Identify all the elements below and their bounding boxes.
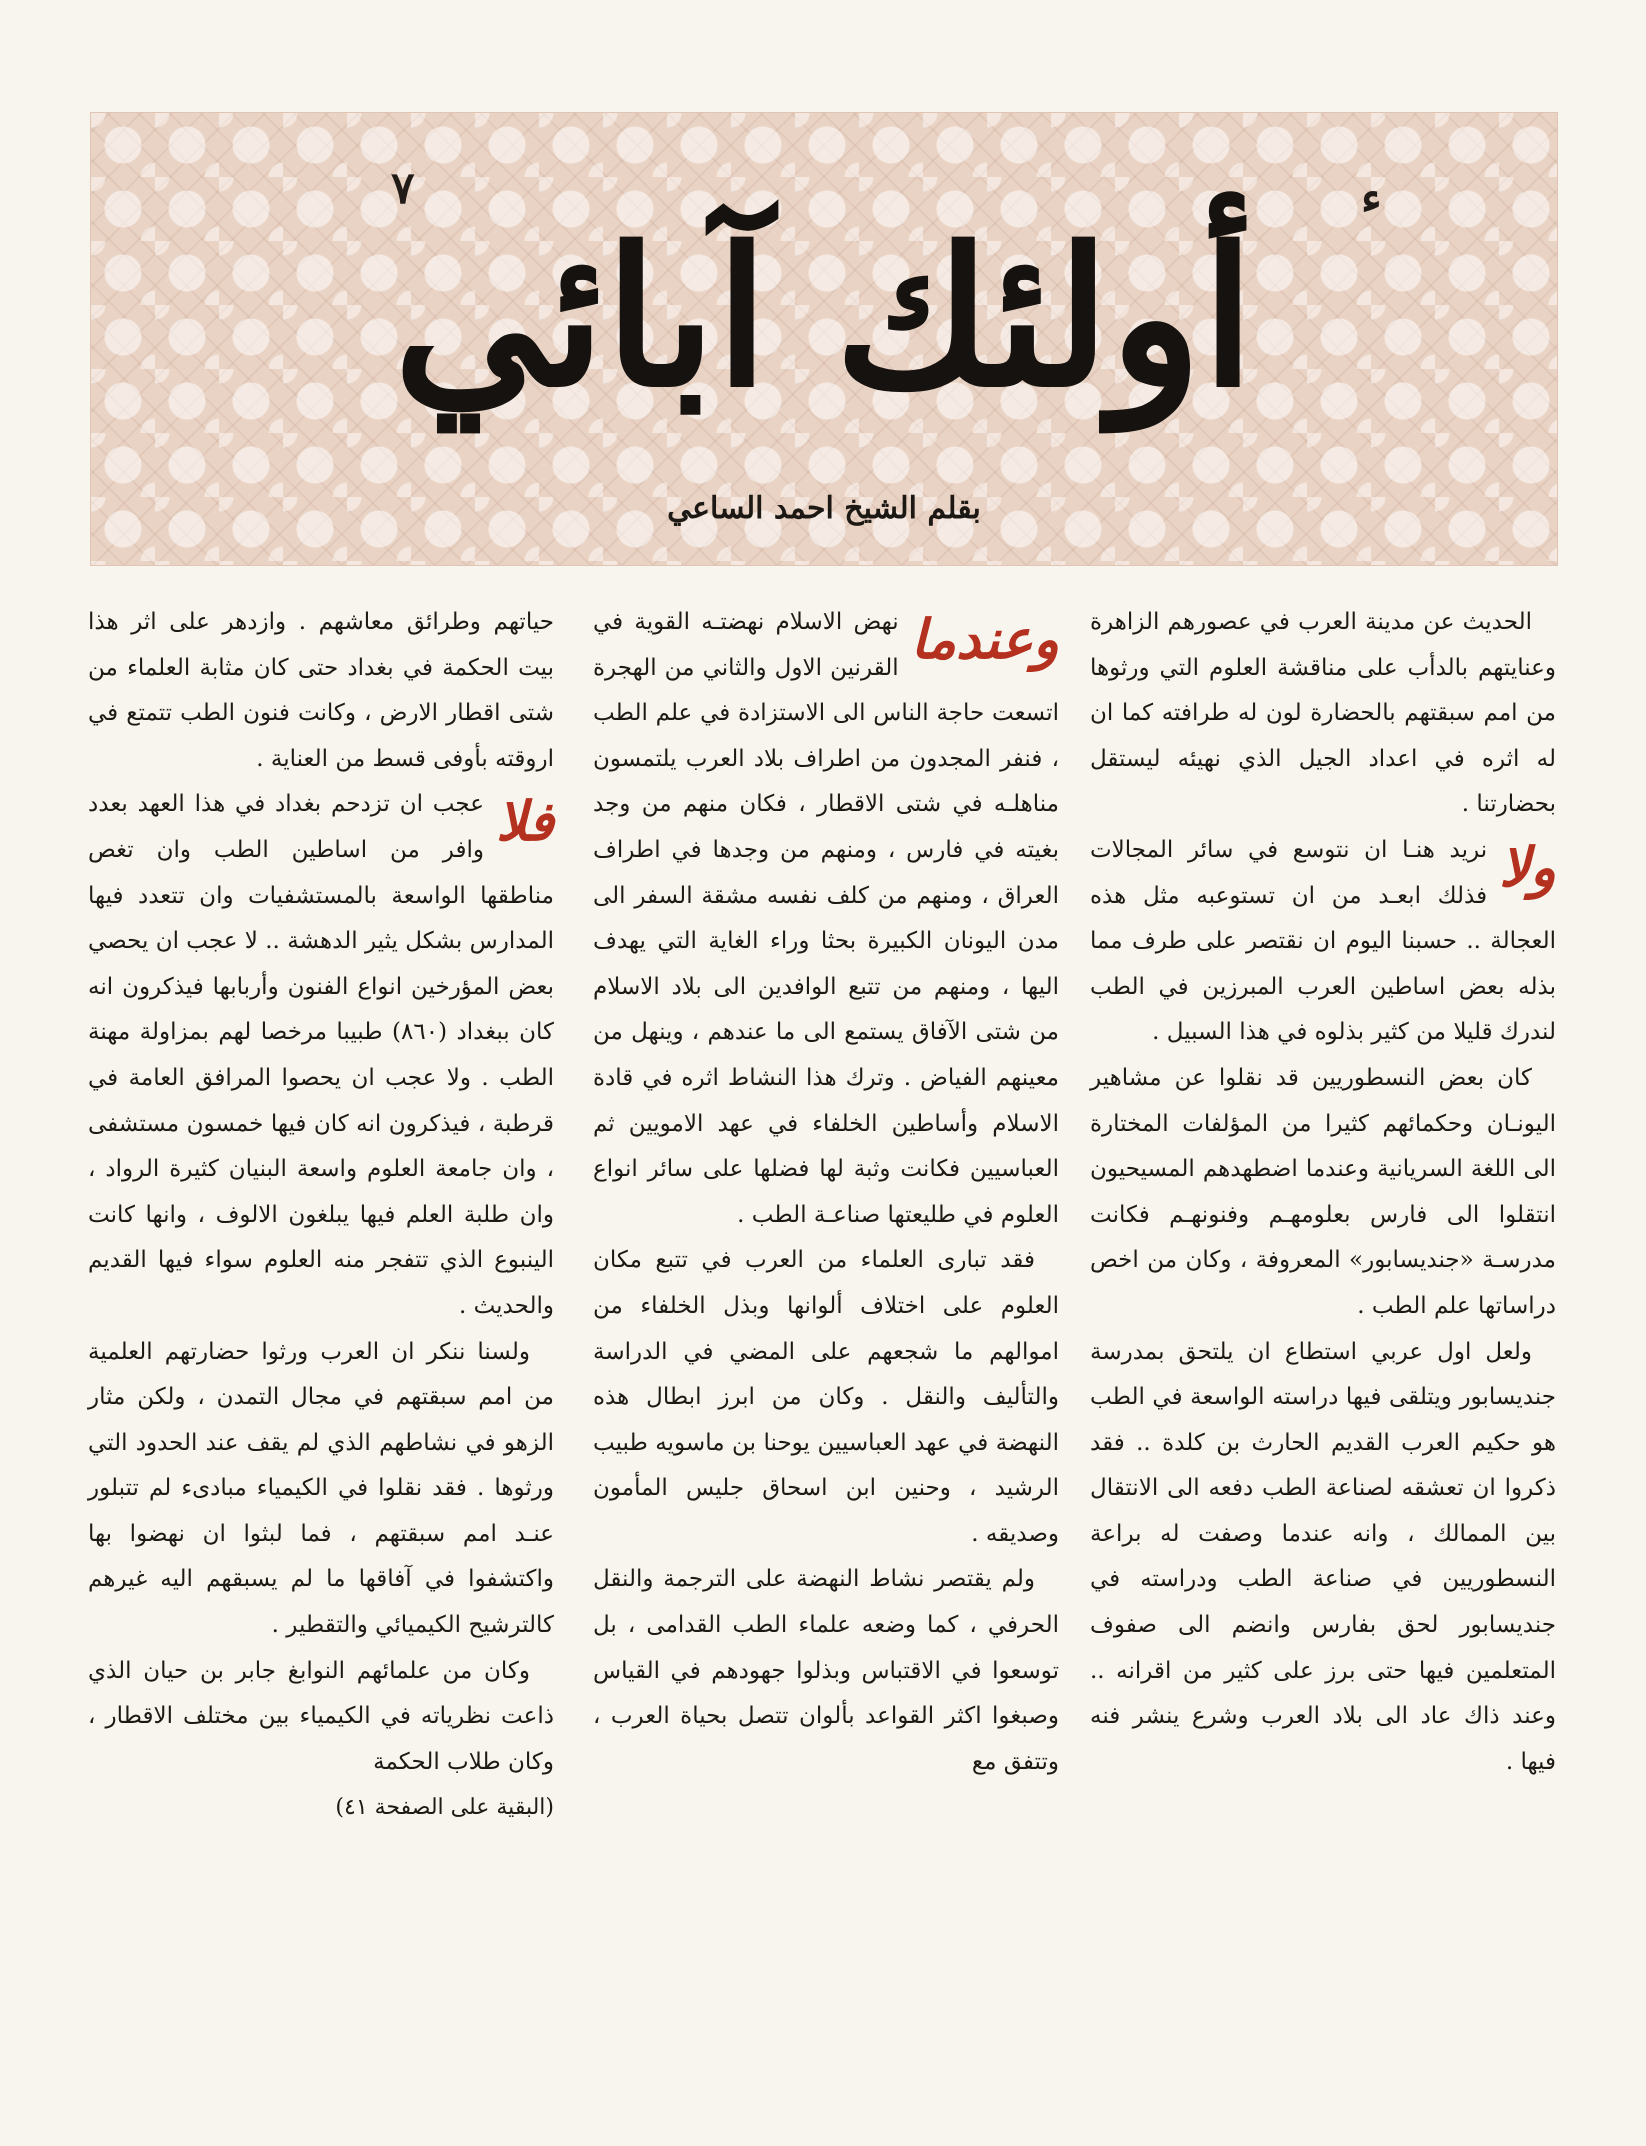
- article-paragraph: الحديث عن مدينة العرب في عصورهم الزاهرة وعنايتهم بالدأب على مناقشة العلوم التي ورثوها من امم سبقتهم بالحضارة لون له طرافته كما ان له اثره في اعداد الجيل الذي نهيئه ليستقل بحضارتنا .: [1090, 609, 1556, 818]
- article-paragraph: ولم يقتصر نشاط النهضة على الترجمة والنقل الحرفي ، كما وضعه علماء الطب القدامى ، بل توسعوا في الاقتباس وبذلوا جهودهم في القياس وصبغوا اكثر القواعد بألوان تتصل بحياة العرب ، وتتفق مع: [593, 1566, 1059, 1775]
- author-byline: بقلم الشيخ احمد الساعي: [667, 491, 981, 526]
- article-column-left: [88, 600, 554, 1831]
- paragraph-text: عجب ان تزدحم بغداد في هذا العهد بعدد وافر من اساطين الطب وان تغص مناطقها الواسعة بالمستشفيات وان تتعدد فيها المدارس بشكل يثير الدهشة .. لا عجب ان يحصي بعض المؤرخين انواع الفنون وأربابها فيذكرون انه كان ببغداد (٨٦٠) طبيبا مرخصا لهم بمزاولة مهنة الطب . ولا عجب ان يحصوا المرافق العامة في قرطبة ، فيذكرون انه كان فيها خمسون مستشفى ، وان جامعة العلوم واسعة البنيان كثيرة الرواد ، وان طلبة العلم فيها يبلغون الالوف ، وانها كانت الينبوع الذي تتفجر منه العلوم سواء فيها القديم والحديث .: [88, 791, 554, 1319]
- page-title: أولئك آبائي: [393, 206, 1255, 429]
- paragraph-text: نهض الاسلام نهضتـه القوية في القرنين الاول والثاني من الهجرة اتسعت حاجة الناس الى الاستزادة في علم الطب ، فنفر المجدون من اطراف بلاد العرب يلتمسون مناهلـه في شتى الاقطار ، فكان منهم من وجد بغيته في فارس ، ومنهم من وجدها في اطراف العراق ، ومنهم من كلف نفسه مشقة السفر الى مدن اليونان الكبيرة بحثا وراء الغاية التي يهدف اليها ، ومنهم من تتبع الوافدين الى بلاد الاسلام من شتى الآفاق يستمع الى ما عندهم ، وينهل من معينهم الفياض . وترك هذا النشاط اثره في قادة الاسلام وأساطين الخلفاء في عهد الامويين ثم العباسيين فكانت وثبة لها فضلها على سائر انواع العلوم في طليعتها صناعـة الطب .: [593, 609, 1059, 1228]
- article-column-middle: [593, 600, 1059, 1785]
- drop-word: وعندما: [910, 607, 1059, 671]
- drop-word: ولا: [1499, 834, 1556, 899]
- paragraph-text: نريد هنـا ان نتوسع في سائر المجالات فذلك ابعـد من ان تستوعبه مثل هذه العجالة .. حسبنا اليوم ان نقتصر على طرف مما بذله بعض اساطين العرب المبرزين في الطب لندرك قليلا من كثير بذلوه في هذا السبيل .: [1090, 836, 1556, 1046]
- article-paragraph: وكان من علمائهم النوابغ جابر بن حيان الذي ذاعت نظرياته في الكيمياء بين مختلف الاقطار ، وكان طلاب الحكمة: [88, 1657, 554, 1775]
- article-paragraph: حياتهم وطرائق معاشهم . وازدهر على اثر هذا بيت الحكمة في بغداد حتى كان مثابة العلماء من شتى اقطار الارض ، وكانت فنون الطب تتمتع في اروقته بأوفى قسط من العناية .: [88, 609, 554, 772]
- continued-note: (البقية على الصفحة ٤١): [335, 1795, 554, 1821]
- article-paragraph: [88, 782, 554, 1329]
- article-column-right: [1090, 600, 1556, 1785]
- article-paragraph: ولسنا ننكر ان العرب ورثوا حضارتهم العلمية من امم سبقتهم في مجال التمدن ، ولكن مثار الزهو في نشاطهم الذي لم يقف عند الحدود التي ورثوها . فقد نقلوا في الكيمياء مبادىء لم تتبلور عنـد امم سبقتهم ، فما لبثوا ان نهضوا بها واكتشفوا في آفاقها ما لم يسبقهم اليه غيرهم كالترشيح الكيميائي والتقطير .: [88, 1338, 554, 1639]
- article-paragraph: [593, 600, 1059, 1238]
- calligraphy-ornament-icon: ء: [1361, 173, 1382, 224]
- calligraphy-ornament-icon: ٧: [391, 163, 415, 214]
- drop-word: فلا: [495, 789, 554, 854]
- article-paragraph: فقد تبارى العلماء من العرب في تتبع مكان العلوم على اختلاف ألوانها وبذل الخلفاء من اموالهم ما شجعهم على المضي في الدراسة والتأليف والنقل . وكان من ابرز ابطال هذه النهضة في عهد العباسيين يوحنا بن ماسويه طبيب الرشيد ، وحنين ابن اسحاق جليس المأمون وصديقه .: [593, 1247, 1059, 1547]
- article-paragraph: كان بعض النسطوريين قد نقلوا عن مشاهير اليونـان وحكمائهم كثيرا من المؤلفات المختارة الى اللغة السريانية وعندما اضطهدهم المسيحيون انتقلوا الى فارس بعلومهـم وفنونهـم فكانت مدرسـة «جنديسابور» المعروفة ، وكان من اخص دراساتها علم الطب .: [1090, 1064, 1556, 1319]
- article-paragraph: ولعل اول عربي استطاع ان يلتحق بمدرسة جنديسابور ويتلقى فيها دراسته الواسعة في الطب هو حكيم العرب القديم الحارث بن كلدة .. فقد ذكروا ان تعشقه لصناعة الطب دفعه الى الانتقال بين الممالك ، وانه عندما وصفت له براعة النسطوريين في صناعة الطب ودراسته في جنديسابور لحق بفارس وانضم الى صفوف المتعلمين فيها حتى برز على كثير من اقرانه .. وعند ذاك عاد الى بلاد العرب وشرع ينشر فنه فيها .: [1090, 1338, 1556, 1775]
- article-paragraph: [1090, 828, 1556, 1056]
- header-banner: [90, 112, 1558, 566]
